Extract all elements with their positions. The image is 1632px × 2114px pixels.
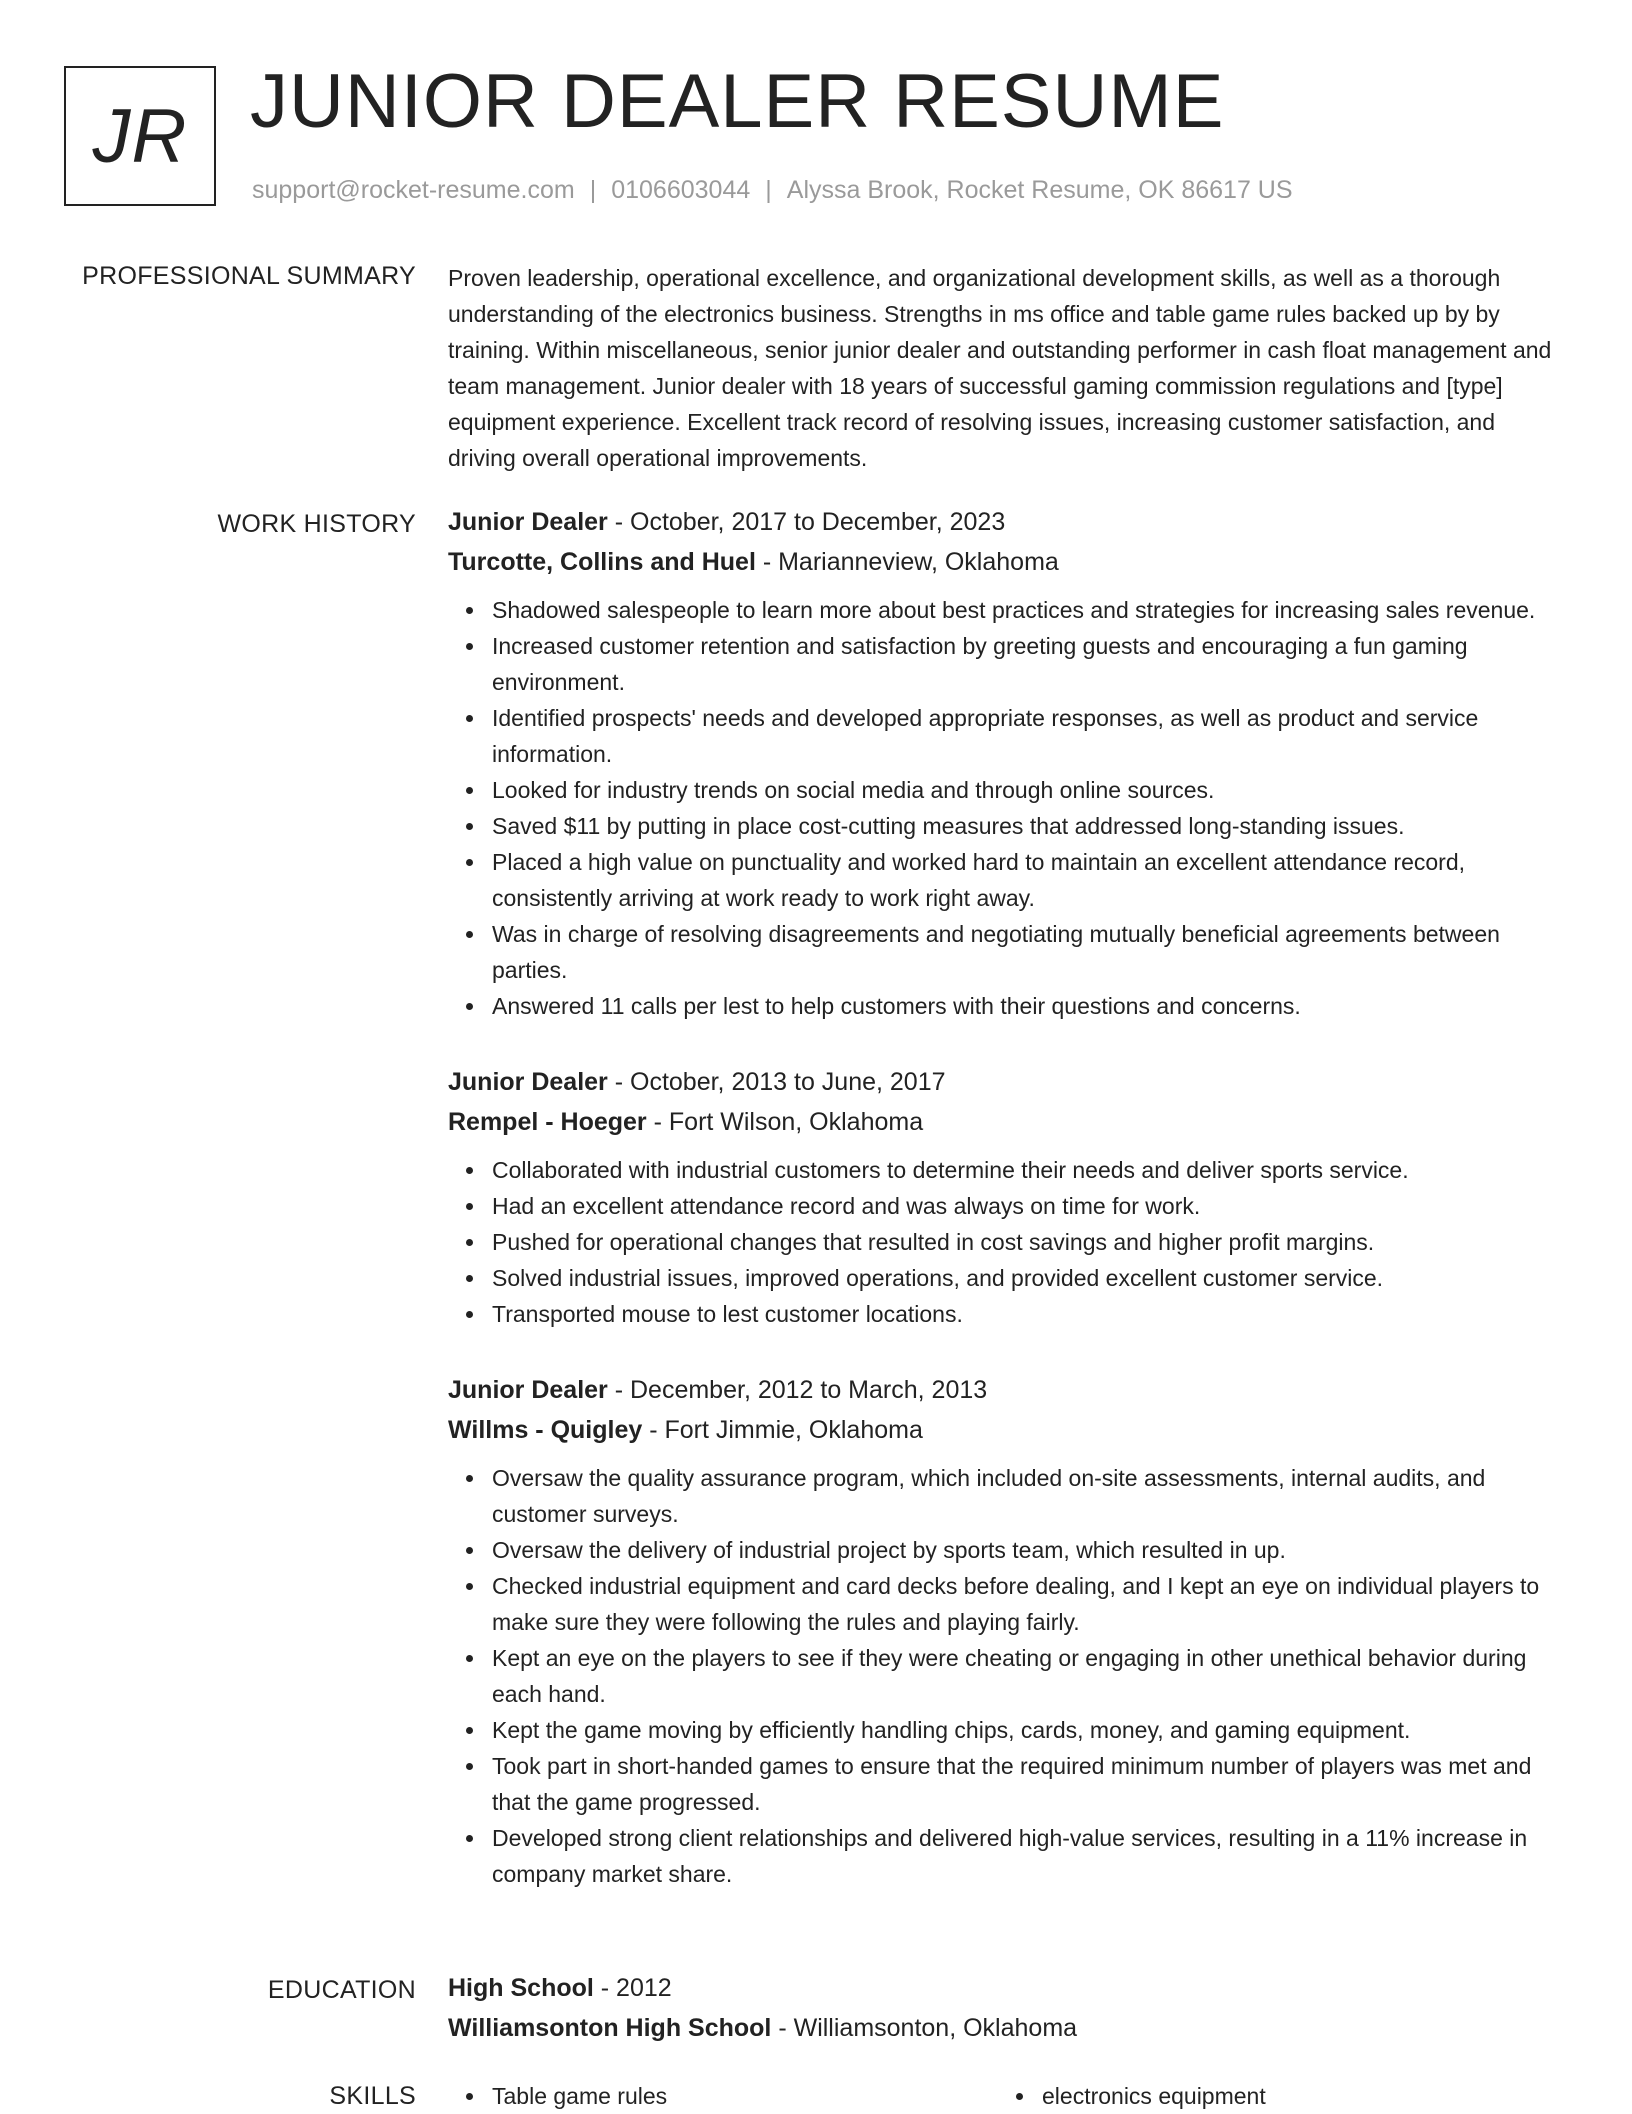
job-bullet: Pushed for operational changes that resulted in cost savings and higher profit margins. <box>492 1224 1566 1260</box>
job-bullet: Identified prospects' needs and developed appropriate responses, as well as product and service information. <box>492 700 1566 772</box>
job-title-line <box>448 502 1566 542</box>
job-bullet: Shadowed salespeople to learn more about best practices and strategies for increasing sales revenue. <box>492 592 1566 628</box>
skill-item: Table game rules <box>492 2078 1042 2114</box>
job-bullet: Checked industrial equipment and card decks before dealing, and I kept an eye on individual players to make sure they were following the rules and playing fairly. <box>492 1568 1566 1640</box>
job-bullet: Transported mouse to lest customer locations. <box>492 1296 1566 1332</box>
job-company: Rempel - Hoeger <box>448 1108 647 1136</box>
job-title: Junior Dealer <box>448 1376 608 1404</box>
job-company-line <box>448 1410 1566 1450</box>
skill-item: electronics equipment <box>1042 2078 1592 2114</box>
summary-label: PROFESSIONAL SUMMARY <box>82 262 416 290</box>
job-bullet: Looked for industry trends on social media and through online sources. <box>492 772 1566 808</box>
contact-separator: | <box>765 176 772 204</box>
job-dates: - October, 2017 to December, 2023 <box>607 508 1006 536</box>
resume-title: JUNIOR DEALER RESUME <box>250 59 1225 144</box>
skills-list <box>448 2078 1566 2114</box>
job-bullet: Collaborated with industrial customers to determine their needs and deliver sports service. <box>492 1152 1566 1188</box>
monogram-initials: JR <box>92 93 188 179</box>
job-location: - Fort Jimmie, Oklahoma <box>642 1416 923 1444</box>
job-bullets <box>448 592 1566 1024</box>
job-bullet: Had an excellent attendance record and was always on time for work. <box>492 1188 1566 1224</box>
contact-separator: | <box>589 176 597 204</box>
job-location: - Marianneview, Oklahoma <box>755 548 1059 576</box>
education-school-line <box>448 2008 1566 2048</box>
job-bullet: Solved industrial issues, improved operations, and provided excellent customer service. <box>492 1260 1566 1296</box>
job-bullet: Developed strong client relationships and delivered high-value services, resulting in a 11% increase in company market share. <box>492 1820 1566 1892</box>
job-company-line <box>448 542 1566 582</box>
job-bullet: Kept an eye on the players to see if they were cheating or engaging in other unethical behavior during each hand. <box>492 1640 1566 1712</box>
job-entry <box>448 502 1566 1024</box>
job-bullet: Kept the game moving by efficiently handling chips, cards, money, and gaming equipment. <box>492 1712 1566 1748</box>
job-dates: - December, 2012 to March, 2013 <box>607 1376 988 1404</box>
job-title-line <box>448 1370 1566 1410</box>
job-bullet: Oversaw the quality assurance program, which included on-site assessments, internal audits, and customer surveys. <box>492 1460 1566 1532</box>
job-dates: - October, 2013 to June, 2017 <box>607 1068 946 1096</box>
job-title: Junior Dealer <box>448 1068 608 1096</box>
job-bullet: Saved $11 by putting in place cost-cutting measures that addressed long-standing issues. <box>492 808 1566 844</box>
job-bullets <box>448 1460 1566 1892</box>
education-label: EDUCATION <box>267 1976 416 2004</box>
job-location: - Fort Wilson, Oklahoma <box>646 1108 924 1136</box>
education-location: - Williamsonton, Oklahoma <box>771 2014 1078 2042</box>
work-history-label: WORK HISTORY <box>217 510 416 538</box>
job-list <box>448 502 1566 1930</box>
job-bullet: Increased customer retention and satisfaction by greeting guests and encouraging a fun gaming environment. <box>492 628 1566 700</box>
contact-address: Alyssa Brook, Rocket Resume, OK 86617 US <box>786 176 1293 204</box>
job-bullet: Took part in short-handed games to ensure that the required minimum number of players was met and that the game progressed. <box>492 1748 1566 1820</box>
job-bullet: Answered 11 calls per lest to help customers with their questions and concerns. <box>492 988 1566 1024</box>
education-degree: High School <box>448 1974 594 2002</box>
job-title-line <box>448 1062 1566 1102</box>
job-title: Junior Dealer <box>448 508 608 536</box>
job-bullet: Placed a high value on punctuality and worked hard to maintain an excellent attendance record, consistently arriving at work ready to work right away. <box>492 844 1566 916</box>
job-bullet: Was in charge of resolving disagreements and negotiating mutually beneficial agreements between parties. <box>492 916 1566 988</box>
contact-line <box>252 176 1293 205</box>
summary-text: Proven leadership, operational excellence, and organizational development skills, as well as a thorough understanding of the electronics business. Strengths in ms office and table game rules backed up by by training. Within miscellaneous, senior junior dealer and outstanding performer in cash float management and team management. Junior dealer with 18 years of successful gaming commission regulations and [type] equipment experience. Excellent track record of resolving issues, increasing customer satisfaction, and driving overall operational improvements. <box>448 265 1552 471</box>
job-company: Turcotte, Collins and Huel <box>448 548 756 576</box>
contact-phone: 0106603044 <box>611 176 751 204</box>
monogram-box <box>64 66 216 206</box>
contact-email: support@rocket-resume.com <box>252 176 575 204</box>
education-degree-line <box>448 1968 1566 2008</box>
education-school: Williamsonton High School <box>448 2014 772 2042</box>
job-company: Willms - Quigley <box>448 1416 643 1444</box>
education-year: - 2012 <box>593 1974 672 2002</box>
job-bullet: Oversaw the delivery of industrial project by sports team, which resulted in up. <box>492 1532 1566 1568</box>
job-bullets <box>448 1152 1566 1332</box>
job-company-line <box>448 1102 1566 1142</box>
job-entry <box>448 1062 1566 1332</box>
skills-label: SKILLS <box>329 2082 416 2110</box>
job-entry <box>448 1370 1566 1892</box>
